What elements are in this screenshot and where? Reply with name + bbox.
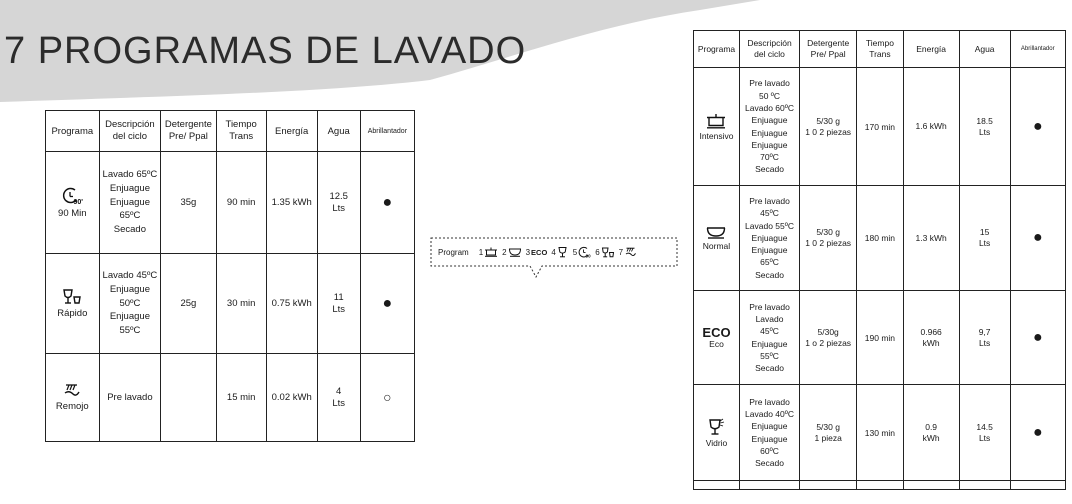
- header-energy: Energía: [266, 111, 317, 152]
- energy-cell: 1.35 kWh: [266, 152, 317, 254]
- rinse-aid-cell: [1010, 385, 1065, 481]
- clock-90-icon: [578, 246, 591, 258]
- page-title: 7 PROGRAMAS DE LAVADO: [4, 30, 527, 72]
- table-row: [694, 385, 1066, 481]
- detergent-cell: 5/30 g 1 0 2 piezas: [800, 186, 857, 291]
- header-row: [694, 31, 1066, 68]
- program-cell: [46, 354, 100, 442]
- energy-cell: 0.9 kWh: [903, 385, 959, 481]
- water-cell: 18.5 Lts: [959, 68, 1010, 186]
- header-detergent: Detergente Pre/ Ppal: [161, 111, 216, 152]
- time-cell: 180 min: [857, 186, 903, 291]
- soak-icon: [624, 247, 637, 258]
- time-cell: 170 min: [857, 68, 903, 186]
- panel-program-5[interactable]: 5 90: [572, 247, 591, 258]
- eco-icon: ECO: [702, 325, 731, 340]
- energy-cell: 1.6 kWh: [903, 68, 959, 186]
- water-cell: 9,7 Lts: [959, 291, 1010, 385]
- header-energy: Energía: [903, 31, 959, 68]
- header-rinse-aid: Abrillantador: [1010, 31, 1065, 68]
- description-cell: Pre lavado Lavado 40ºC Enjuague Enjuague 60ºC Secado: [739, 385, 799, 481]
- rinse-aid-indicator: ●: [1032, 117, 1043, 135]
- rinse-aid-indicator: ●: [1032, 229, 1043, 246]
- water-cell: 15 Lts: [959, 186, 1010, 291]
- water-cell: 14.5 Lts: [959, 385, 1010, 481]
- glass-icon: [557, 246, 569, 258]
- svg-text:90': 90': [73, 199, 84, 206]
- eco-icon: ECO: [531, 247, 548, 257]
- table-row: [46, 152, 415, 254]
- time-cell: 90 min: [216, 152, 266, 254]
- header-program: Programa: [46, 111, 100, 152]
- panel-label: Program: [438, 247, 469, 257]
- program-name: Vidrio: [705, 437, 728, 448]
- pot-icon: [484, 247, 498, 257]
- energy-cell: 1.3 kWh: [903, 186, 959, 291]
- header-row: [46, 111, 415, 152]
- program-cell: [46, 254, 100, 354]
- rinse-aid-cell: [360, 152, 414, 254]
- table-row-cut: [694, 481, 1066, 490]
- water-cell: 4 Lts: [317, 354, 360, 442]
- detergent-cell: 35g: [161, 152, 216, 254]
- description-cell: Pre lavado 50 ºC Lavado 60ºC Enjuague Enjuague Enjuague 70ºC Secado: [739, 68, 799, 186]
- panel-program-6[interactable]: 6: [595, 247, 614, 258]
- left-programs-table: [45, 110, 415, 442]
- header-time: Tiempo Trans: [216, 111, 266, 152]
- program-name: Intensivo: [699, 130, 734, 141]
- panel-program-3[interactable]: 3 ECO: [525, 247, 548, 257]
- rinse-aid-indicator: ●: [1032, 423, 1043, 441]
- energy-cell: 0.02 kWh: [266, 354, 317, 442]
- header-detergent: Detergente Pre/ Ppal: [800, 31, 857, 68]
- header-rinse-aid: Abrillantador: [360, 111, 414, 152]
- panel-program-7[interactable]: 7: [619, 247, 637, 258]
- header-program: Programa: [694, 31, 740, 68]
- time-cell: 190 min: [857, 291, 903, 385]
- description-cell: Pre lavado Lavado 45ºC Enjuague 55ºC Secado: [739, 291, 799, 385]
- header-time: Tiempo Trans: [857, 31, 903, 68]
- program-name: Eco: [709, 339, 724, 349]
- energy-cell: 0.75 kWh: [266, 254, 317, 354]
- right-programs-table: [693, 30, 1066, 490]
- description-cell: Pre lavado: [99, 354, 161, 442]
- header-water: Agua: [317, 111, 360, 152]
- rinse-aid-cell: [360, 354, 414, 442]
- clock-90-icon: [61, 186, 83, 206]
- panel-program-2[interactable]: 2: [502, 247, 521, 257]
- table-row: [694, 68, 1066, 186]
- rinse-aid-cell: [360, 254, 414, 354]
- description-cell: Lavado 45ºC Enjuague 50ºC Enjuague 55ºC: [99, 254, 161, 354]
- glasses-icon: [61, 288, 83, 306]
- header-description: Descripción del ciclo: [99, 111, 161, 152]
- table-row: [46, 354, 415, 442]
- program-cell: [694, 291, 740, 385]
- program-name: Normal: [702, 241, 731, 251]
- time-cell: 15 min: [216, 354, 266, 442]
- rinse-aid-indicator: ●: [382, 193, 393, 211]
- svg-text:90: 90: [585, 253, 591, 258]
- water-cell: 12.5 Lts: [317, 152, 360, 254]
- program-name: Rápido: [57, 308, 88, 319]
- soak-icon: [62, 383, 82, 399]
- description-cell: Lavado 65ºC Enjuague Enjuague 65ºC Secado: [99, 152, 161, 254]
- program-cell: [694, 186, 740, 291]
- table-row: [694, 186, 1066, 291]
- rinse-aid-cell: [1010, 186, 1065, 291]
- rinse-aid-indicator: ●: [382, 294, 393, 312]
- detergent-cell: 5/30 g 1 0 2 piezas: [800, 68, 857, 186]
- energy-cell: 0.966 kWh: [903, 291, 959, 385]
- bowl-icon: [705, 225, 727, 239]
- header-water: Agua: [959, 31, 1010, 68]
- program-name: Remojo: [55, 401, 89, 412]
- glass-icon: [706, 418, 726, 436]
- pot-icon: [705, 113, 727, 129]
- rinse-aid-cell: [1010, 68, 1065, 186]
- panel-program-4[interactable]: 4: [551, 246, 568, 258]
- time-cell: 130 min: [857, 385, 903, 481]
- water-cell: 11 Lts: [317, 254, 360, 354]
- rinse-aid-indicator: ○: [383, 389, 392, 405]
- glasses-icon: [601, 247, 615, 258]
- description-cell: Pre lavado 45ºC Lavado 55ºC Enjuague Enjuague 65ºC Secado: [739, 186, 799, 291]
- program-cell: [694, 68, 740, 186]
- panel-content: [438, 237, 641, 267]
- program-cell: [694, 385, 740, 481]
- program-cell: [46, 152, 100, 254]
- detergent-cell: 25g: [161, 254, 216, 354]
- program-selector-panel: [430, 237, 678, 267]
- panel-program-1[interactable]: 1: [479, 247, 498, 257]
- time-cell: 30 min: [216, 254, 266, 354]
- bowl-icon: [508, 247, 522, 257]
- table-row: [694, 291, 1066, 385]
- table-row: [46, 254, 415, 354]
- detergent-cell: 5/30g 1 o 2 piezas: [800, 291, 857, 385]
- detergent-cell: 5/30 g 1 pieza: [800, 385, 857, 481]
- program-name: 90 Min: [58, 208, 87, 219]
- detergent-cell: [161, 354, 216, 442]
- header-description: Descripción del ciclo: [739, 31, 799, 68]
- rinse-aid-cell: [1010, 291, 1065, 385]
- rinse-aid-indicator: ●: [1032, 328, 1043, 346]
